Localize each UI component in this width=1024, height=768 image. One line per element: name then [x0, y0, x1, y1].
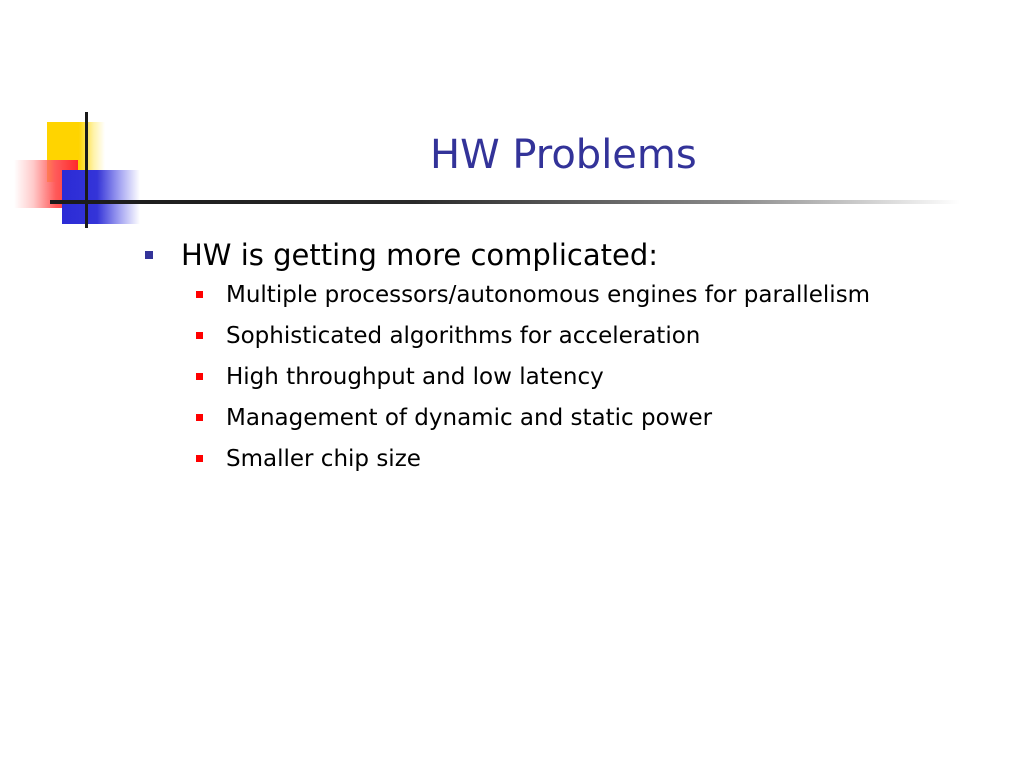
sub-bullet-text: Management of dynamic and static power — [226, 405, 713, 431]
sub-bullet-item — [145, 403, 984, 444]
main-bullet-item — [145, 236, 984, 274]
slide-content — [145, 236, 984, 485]
square-bullet-icon — [196, 332, 203, 339]
logo-blue-square — [62, 170, 140, 224]
logo-vertical-line — [85, 112, 88, 228]
sub-bullet-list — [145, 280, 984, 485]
square-bullet-icon — [196, 455, 203, 462]
sub-bullet-item — [145, 362, 984, 403]
square-bullet-icon — [145, 251, 153, 259]
square-bullet-icon — [196, 373, 203, 380]
square-bullet-icon — [196, 414, 203, 421]
sub-bullet-item — [145, 321, 984, 362]
sub-bullet-text: Multiple processors/autonomous engines for parallelism — [226, 282, 871, 308]
slide-title-text: HW Problems — [430, 132, 697, 178]
title-divider-line — [50, 200, 960, 204]
square-bullet-icon — [196, 291, 203, 298]
sub-bullet-text: High throughput and low latency — [226, 364, 604, 390]
sub-bullet-text: Sophisticated algorithms for acceleration — [226, 323, 701, 349]
sub-bullet-item — [145, 444, 984, 485]
sub-bullet-text: Smaller chip size — [226, 446, 421, 472]
main-bullet-text: HW is getting more complicated: — [181, 238, 659, 272]
sub-bullet-item — [145, 280, 984, 321]
decorative-squares-logo-icon — [0, 0, 160, 240]
